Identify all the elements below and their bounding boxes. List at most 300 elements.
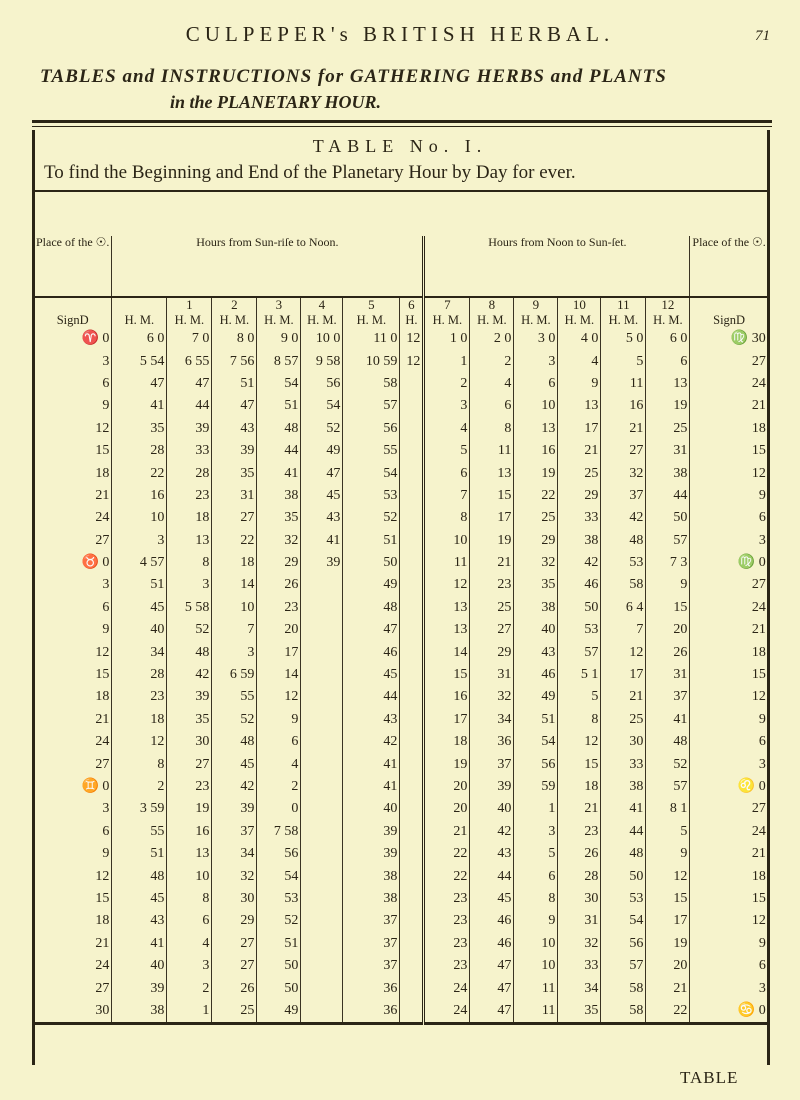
hour-minute-cell: 11 bbox=[424, 552, 470, 574]
hour-minute-cell: 45 bbox=[470, 888, 514, 910]
sign-degree-right: 24 bbox=[690, 597, 768, 619]
hour-minute-cell: 51 bbox=[514, 709, 558, 731]
hour-minute-cell: 9 0 bbox=[257, 328, 301, 350]
hour-minute-cell: 5 54 bbox=[112, 350, 167, 372]
hour-minute-cell bbox=[301, 977, 343, 999]
hour-minute-cell: 21 bbox=[558, 798, 601, 820]
hour-minute-cell: 27 bbox=[212, 933, 257, 955]
hour-minute-cell: 11 bbox=[514, 1000, 558, 1024]
divider bbox=[32, 126, 772, 127]
hour-minute-cell bbox=[400, 418, 424, 440]
hour-minute-cell: 25 bbox=[514, 507, 558, 529]
table-row bbox=[34, 530, 768, 552]
hour-number-header bbox=[112, 297, 167, 312]
hour-minute-cell: 23 bbox=[257, 597, 301, 619]
column-unit-header: H. bbox=[400, 312, 424, 328]
hour-minute-cell: 22 bbox=[112, 462, 167, 484]
hour-minute-cell: 15 bbox=[558, 753, 601, 775]
hour-minute-cell: 10 bbox=[424, 530, 470, 552]
hour-minute-cell: 28 bbox=[112, 440, 167, 462]
hour-minute-cell bbox=[400, 641, 424, 663]
hour-minute-cell: 41 bbox=[343, 753, 400, 775]
sign-degree-right: ♋ 0 bbox=[690, 1000, 768, 1024]
hour-minute-cell: 44 bbox=[646, 485, 690, 507]
hour-minute-cell: 15 bbox=[470, 485, 514, 507]
hour-minute-cell: 23 bbox=[167, 776, 212, 798]
table-row bbox=[34, 440, 768, 462]
hour-minute-cell: 37 bbox=[646, 686, 690, 708]
column-unit-header: H. M. bbox=[167, 312, 212, 328]
hour-minute-cell: 31 bbox=[558, 910, 601, 932]
hour-minute-cell: 33 bbox=[558, 507, 601, 529]
hour-minute-cell: 7 0 bbox=[167, 328, 212, 350]
hour-minute-cell: 19 bbox=[514, 462, 558, 484]
hour-number-header bbox=[34, 297, 112, 312]
hour-minute-cell: 50 bbox=[601, 865, 646, 887]
hour-minute-cell: 10 bbox=[514, 395, 558, 417]
hour-minute-cell: 6 bbox=[514, 865, 558, 887]
column-unit-header: H. M. bbox=[212, 312, 257, 328]
hour-minute-cell: 39 bbox=[112, 977, 167, 999]
hour-minute-cell: 25 bbox=[558, 462, 601, 484]
hour-minute-cell bbox=[400, 731, 424, 753]
hour-minute-cell: 3 bbox=[167, 574, 212, 596]
hour-minute-cell: 22 bbox=[514, 485, 558, 507]
page-number: 71 bbox=[755, 28, 770, 44]
hour-minute-cell: 31 bbox=[646, 664, 690, 686]
page-title: TABLES and INSTRUCTIONS for GATHERING HERBS and PLANTS bbox=[40, 66, 667, 87]
hour-minute-cell: 38 bbox=[343, 865, 400, 887]
column-unit-header: H. M. bbox=[257, 312, 301, 328]
hour-minute-cell: 35 bbox=[558, 1000, 601, 1024]
hour-minute-cell bbox=[301, 574, 343, 596]
hour-minute-cell: 12 bbox=[400, 350, 424, 372]
table-row bbox=[34, 619, 768, 641]
table-row bbox=[34, 888, 768, 910]
hour-minute-cell bbox=[301, 641, 343, 663]
hour-minute-cell: 5 bbox=[646, 821, 690, 843]
running-head: CULPEPER's BRITISH HERBAL. bbox=[185, 22, 615, 46]
sign-degree-right: 21 bbox=[690, 619, 768, 641]
hour-minute-cell: 52 bbox=[343, 507, 400, 529]
hour-minute-cell: 41 bbox=[646, 709, 690, 731]
hour-minute-cell: 52 bbox=[212, 709, 257, 731]
hour-minute-cell: 26 bbox=[558, 843, 601, 865]
hour-minute-cell: 43 bbox=[301, 507, 343, 529]
hour-minute-cell: 47 bbox=[470, 955, 514, 977]
planetary-hour-table bbox=[34, 236, 768, 1025]
hour-minute-cell: 32 bbox=[514, 552, 558, 574]
hour-minute-cell: 12 bbox=[112, 731, 167, 753]
hour-minute-cell: 27 bbox=[470, 619, 514, 641]
hour-minute-cell: 7 58 bbox=[257, 821, 301, 843]
hour-minute-cell: 44 bbox=[601, 821, 646, 843]
hour-minute-cell: 49 bbox=[343, 574, 400, 596]
table-row bbox=[34, 664, 768, 686]
hour-minute-cell: 16 bbox=[167, 821, 212, 843]
hour-minute-cell: 42 bbox=[343, 731, 400, 753]
hour-minute-cell: 22 bbox=[212, 530, 257, 552]
divider bbox=[32, 190, 770, 192]
hour-minute-cell: 7 bbox=[212, 619, 257, 641]
hour-minute-cell: 29 bbox=[514, 530, 558, 552]
hour-minute-cell: 8 bbox=[424, 507, 470, 529]
hour-minute-cell: 45 bbox=[343, 664, 400, 686]
hour-minute-cell: 38 bbox=[343, 888, 400, 910]
sign-degree-left: 15 bbox=[95, 667, 110, 683]
hour-minute-cell: 23 bbox=[112, 686, 167, 708]
hour-minute-cell: 27 bbox=[167, 753, 212, 775]
hour-minute-cell: 3 bbox=[514, 821, 558, 843]
hour-minute-cell: 40 bbox=[112, 955, 167, 977]
divider bbox=[34, 1024, 768, 1026]
hour-minute-cell: 37 bbox=[343, 933, 400, 955]
hour-minute-cell bbox=[301, 798, 343, 820]
hour-minute-cell: 53 bbox=[257, 888, 301, 910]
hour-minute-cell: 14 bbox=[212, 574, 257, 596]
hour-minute-cell: 15 bbox=[646, 888, 690, 910]
sign-degree-left: ♉ 0 bbox=[81, 555, 110, 571]
hour-minute-cell: 6 bbox=[424, 462, 470, 484]
hour-minute-cell: 55 bbox=[112, 821, 167, 843]
hour-minute-cell: 18 bbox=[167, 507, 212, 529]
hour-minute-cell bbox=[301, 776, 343, 798]
hour-minute-cell bbox=[400, 395, 424, 417]
table-row bbox=[34, 821, 768, 843]
column-unit-header: H. M. bbox=[343, 312, 400, 328]
sign-degree-right: 9 bbox=[690, 933, 768, 955]
hour-minute-cell: 4 57 bbox=[112, 552, 167, 574]
hour-minute-cell: 43 bbox=[514, 641, 558, 663]
hour-minute-cell: 59 bbox=[514, 776, 558, 798]
hour-minute-cell: 34 bbox=[112, 641, 167, 663]
hour-minute-cell: 5 0 bbox=[601, 328, 646, 350]
hour-minute-cell: 15 bbox=[646, 597, 690, 619]
hour-minute-cell: 14 bbox=[424, 641, 470, 663]
hour-minute-cell: 41 bbox=[112, 933, 167, 955]
hour-minute-cell: 42 bbox=[212, 776, 257, 798]
hour-minute-cell: 13 bbox=[424, 619, 470, 641]
hour-minute-cell: 54 bbox=[514, 731, 558, 753]
hour-minute-cell: 6 bbox=[514, 373, 558, 395]
hour-minute-cell: 33 bbox=[601, 753, 646, 775]
table-row bbox=[34, 507, 768, 529]
hour-minute-cell bbox=[400, 843, 424, 865]
sign-degree-left: 24 bbox=[95, 510, 110, 526]
hour-minute-cell: 27 bbox=[212, 955, 257, 977]
hour-minute-cell: 26 bbox=[257, 574, 301, 596]
hour-minute-cell: 29 bbox=[470, 641, 514, 663]
hour-minute-cell: 23 bbox=[424, 955, 470, 977]
hour-minute-cell: 12 bbox=[400, 328, 424, 350]
sign-degree-right: 6 bbox=[690, 507, 768, 529]
hour-minute-cell: 12 bbox=[558, 731, 601, 753]
hour-minute-cell bbox=[400, 507, 424, 529]
hour-minute-cell: 46 bbox=[470, 910, 514, 932]
hour-minute-cell: 6 55 bbox=[167, 350, 212, 372]
sign-degree-right: 12 bbox=[690, 910, 768, 932]
hour-minute-cell: 22 bbox=[424, 843, 470, 865]
hour-minute-cell: 44 bbox=[257, 440, 301, 462]
table-row bbox=[34, 395, 768, 417]
hour-minute-cell: 21 bbox=[646, 977, 690, 999]
hour-minute-cell bbox=[301, 933, 343, 955]
hour-minute-cell: 57 bbox=[646, 776, 690, 798]
hour-minute-cell: 4 bbox=[558, 350, 601, 372]
hour-minute-cell: 37 bbox=[343, 955, 400, 977]
hour-minute-cell: 25 bbox=[470, 597, 514, 619]
hour-minute-cell: 45 bbox=[212, 753, 257, 775]
hour-minute-cell: 50 bbox=[343, 552, 400, 574]
hour-number-header bbox=[690, 297, 768, 312]
hour-minute-cell: 31 bbox=[646, 440, 690, 462]
hour-minute-cell: 23 bbox=[558, 821, 601, 843]
hour-minute-cell bbox=[400, 865, 424, 887]
table-row bbox=[34, 731, 768, 753]
hour-minute-cell: 53 bbox=[558, 619, 601, 641]
hour-minute-cell: 7 56 bbox=[212, 350, 257, 372]
hour-minute-cell: 7 bbox=[424, 485, 470, 507]
hour-minute-cell: 20 bbox=[646, 619, 690, 641]
hour-minute-cell: 53 bbox=[343, 485, 400, 507]
hour-minute-cell: 6 bbox=[257, 731, 301, 753]
hour-minute-cell: 2 bbox=[424, 373, 470, 395]
hour-minute-cell: 3 0 bbox=[514, 328, 558, 350]
hour-minute-cell: 40 bbox=[343, 798, 400, 820]
hour-minute-cell: 8 1 bbox=[646, 798, 690, 820]
sign-degree-right: 15 bbox=[690, 664, 768, 686]
hour-minute-cell: 58 bbox=[601, 574, 646, 596]
hour-minute-cell bbox=[301, 686, 343, 708]
hour-minute-cell: 18 bbox=[212, 552, 257, 574]
column-unit-header: H. M. bbox=[301, 312, 343, 328]
hour-minute-cell: 32 bbox=[601, 462, 646, 484]
hour-minute-cell: 41 bbox=[112, 395, 167, 417]
hour-minute-cell: 39 bbox=[470, 776, 514, 798]
hour-minute-cell: 9 bbox=[558, 373, 601, 395]
hour-minute-cell: 29 bbox=[558, 485, 601, 507]
hour-minute-cell: 56 bbox=[514, 753, 558, 775]
hour-minute-cell: 32 bbox=[470, 686, 514, 708]
hour-minute-cell: 56 bbox=[257, 843, 301, 865]
sign-degree-left: 24 bbox=[95, 958, 110, 974]
sign-degree-left: 30 bbox=[95, 1002, 110, 1018]
hour-minute-cell bbox=[301, 888, 343, 910]
hour-minute-cell: 40 bbox=[514, 619, 558, 641]
hour-minute-cell: 35 bbox=[167, 709, 212, 731]
table-row bbox=[34, 552, 768, 574]
sign-degree-right: 18 bbox=[690, 641, 768, 663]
hour-minute-cell: 58 bbox=[343, 373, 400, 395]
sign-degree-left: 12 bbox=[95, 868, 110, 884]
hour-minute-cell: 38 bbox=[558, 530, 601, 552]
hour-minute-cell: 57 bbox=[646, 530, 690, 552]
hour-minute-cell: 46 bbox=[558, 574, 601, 596]
hour-minute-cell: 44 bbox=[343, 686, 400, 708]
hour-minute-cell: 28 bbox=[112, 664, 167, 686]
hour-minute-cell: 52 bbox=[257, 910, 301, 932]
hour-minute-cell: 28 bbox=[167, 462, 212, 484]
hour-minute-cell: 57 bbox=[343, 395, 400, 417]
column-unit-header: H. M. bbox=[646, 312, 690, 328]
hour-minute-cell: 30 bbox=[212, 888, 257, 910]
sign-degree-left: 9 bbox=[102, 622, 110, 638]
column-unit-header: H. M. bbox=[514, 312, 558, 328]
hour-minute-cell: 4 bbox=[167, 933, 212, 955]
hour-minute-cell: 3 bbox=[212, 641, 257, 663]
hour-minute-cell: 14 bbox=[257, 664, 301, 686]
hour-minute-cell: 1 bbox=[514, 798, 558, 820]
place-header-left: Place of the ☉. bbox=[34, 236, 112, 297]
hour-minute-cell: 47 bbox=[470, 977, 514, 999]
hour-minute-cell bbox=[400, 821, 424, 843]
hour-minute-cell: 40 bbox=[112, 619, 167, 641]
hour-minute-cell: 27 bbox=[601, 440, 646, 462]
sign-degree-left: 12 bbox=[95, 420, 110, 436]
sign-degree-left: 15 bbox=[95, 443, 110, 459]
hour-minute-cell bbox=[301, 709, 343, 731]
hour-minute-cell: 39 bbox=[167, 418, 212, 440]
hour-minute-cell: 10 bbox=[514, 933, 558, 955]
hour-minute-cell: 3 bbox=[424, 395, 470, 417]
sign-degree-left: 15 bbox=[95, 890, 110, 906]
hour-minute-cell: 31 bbox=[212, 485, 257, 507]
hour-minute-cell: 5 1 bbox=[558, 664, 601, 686]
hour-minute-cell: 35 bbox=[112, 418, 167, 440]
hour-minute-cell: 47 bbox=[167, 373, 212, 395]
hour-minute-cell: 18 bbox=[112, 709, 167, 731]
hour-minute-cell: 20 bbox=[424, 776, 470, 798]
hour-minute-cell bbox=[301, 1000, 343, 1024]
hour-minute-cell: 17 bbox=[257, 641, 301, 663]
table-row bbox=[34, 641, 768, 663]
hour-minute-cell: 6 bbox=[646, 350, 690, 372]
hour-minute-cell: 52 bbox=[646, 753, 690, 775]
hour-minute-cell: 29 bbox=[257, 552, 301, 574]
hour-minute-cell: 51 bbox=[257, 395, 301, 417]
hour-number-header: 10 bbox=[558, 297, 601, 312]
hour-minute-cell: 13 bbox=[167, 843, 212, 865]
hour-minute-cell: 58 bbox=[601, 1000, 646, 1024]
hour-minute-cell: 31 bbox=[470, 664, 514, 686]
hour-minute-cell bbox=[400, 664, 424, 686]
hour-minute-cell: 18 bbox=[424, 731, 470, 753]
hour-minute-cell: 1 0 bbox=[424, 328, 470, 350]
hour-minute-cell: 17 bbox=[558, 418, 601, 440]
hour-minute-cell: 21 bbox=[558, 440, 601, 462]
hour-minute-cell: 18 bbox=[558, 776, 601, 798]
hour-minute-cell: 50 bbox=[257, 977, 301, 999]
hour-minute-cell: 34 bbox=[558, 977, 601, 999]
hour-minute-cell: 51 bbox=[257, 933, 301, 955]
hour-minute-cell: 42 bbox=[601, 507, 646, 529]
hour-minute-cell bbox=[400, 888, 424, 910]
sign-degree-right: 18 bbox=[690, 418, 768, 440]
sign-degree-left: 27 bbox=[95, 980, 110, 996]
hour-minute-cell: 29 bbox=[212, 910, 257, 932]
hour-minute-cell: 10 bbox=[212, 597, 257, 619]
sign-degree-right: ♌ 0 bbox=[690, 776, 768, 798]
hour-minute-cell: 8 0 bbox=[212, 328, 257, 350]
hour-minute-cell: 13 bbox=[167, 530, 212, 552]
hour-minute-cell: 11 bbox=[601, 373, 646, 395]
hour-minute-cell: 56 bbox=[601, 933, 646, 955]
hour-minute-cell: 23 bbox=[424, 888, 470, 910]
hour-minute-cell: 3 59 bbox=[112, 798, 167, 820]
table-row bbox=[34, 776, 768, 798]
sign-degree-right: 27 bbox=[690, 350, 768, 372]
hour-minute-cell: 50 bbox=[558, 597, 601, 619]
hour-minute-cell: 50 bbox=[646, 507, 690, 529]
hour-minute-cell: 48 bbox=[601, 530, 646, 552]
hour-minute-cell: 13 bbox=[470, 462, 514, 484]
hour-minute-cell: 30 bbox=[558, 888, 601, 910]
hour-minute-cell: 47 bbox=[470, 1000, 514, 1024]
sign-degree-left: 9 bbox=[102, 846, 110, 862]
bottom-rule bbox=[34, 1024, 768, 1026]
hour-minute-cell: 35 bbox=[257, 507, 301, 529]
hour-minute-cell bbox=[301, 664, 343, 686]
table-row bbox=[34, 955, 768, 977]
hour-minute-cell: 36 bbox=[343, 1000, 400, 1024]
hour-minute-cell: 1 bbox=[424, 350, 470, 372]
hour-minute-cell: 43 bbox=[112, 910, 167, 932]
hour-minute-cell: 41 bbox=[343, 776, 400, 798]
hour-minute-cell: 38 bbox=[601, 776, 646, 798]
table-row bbox=[34, 373, 768, 395]
table-row bbox=[34, 933, 768, 955]
sign-degree-right: 15 bbox=[690, 888, 768, 910]
hour-minute-cell bbox=[400, 753, 424, 775]
sign-degree-right: 15 bbox=[690, 440, 768, 462]
hour-minute-cell: 22 bbox=[424, 865, 470, 887]
hour-minute-cell: 2 bbox=[112, 776, 167, 798]
sign-degree-left: 18 bbox=[95, 913, 110, 929]
hour-minute-cell: 21 bbox=[601, 418, 646, 440]
table-row bbox=[34, 686, 768, 708]
hour-minute-cell: 48 bbox=[167, 641, 212, 663]
hour-minute-cell bbox=[400, 776, 424, 798]
hour-minute-cell: 12 bbox=[601, 641, 646, 663]
hour-minute-cell: 21 bbox=[601, 686, 646, 708]
hour-minute-cell: 13 bbox=[514, 418, 558, 440]
hour-minute-cell: 40 bbox=[470, 798, 514, 820]
hour-minute-cell: 43 bbox=[343, 709, 400, 731]
hour-minute-cell: 5 bbox=[424, 440, 470, 462]
catchword: TABLE bbox=[680, 1068, 739, 1087]
hour-minute-cell: 51 bbox=[112, 843, 167, 865]
hour-minute-cell: 45 bbox=[301, 485, 343, 507]
hour-minute-cell: 46 bbox=[514, 664, 558, 686]
sign-degree-left: 21 bbox=[95, 935, 110, 951]
table-row bbox=[34, 485, 768, 507]
hour-minute-cell: 6 0 bbox=[112, 328, 167, 350]
hour-minute-cell: 6 bbox=[470, 395, 514, 417]
hour-minute-cell bbox=[400, 955, 424, 977]
hour-minute-cell: 2 bbox=[167, 977, 212, 999]
hour-minute-cell: 55 bbox=[212, 686, 257, 708]
hour-minute-cell: 34 bbox=[470, 709, 514, 731]
hour-minute-cell bbox=[301, 753, 343, 775]
hour-minute-cell: 52 bbox=[167, 619, 212, 641]
hour-minute-cell bbox=[400, 574, 424, 596]
hour-minute-cell: 12 bbox=[646, 865, 690, 887]
hour-minute-cell bbox=[400, 1000, 424, 1024]
morning-hours-header: Hours from Sun-riſe to Noon. bbox=[112, 236, 424, 297]
hour-minute-cell: 56 bbox=[301, 373, 343, 395]
hour-minute-cell: 58 bbox=[601, 977, 646, 999]
hour-minute-cell: 46 bbox=[343, 641, 400, 663]
